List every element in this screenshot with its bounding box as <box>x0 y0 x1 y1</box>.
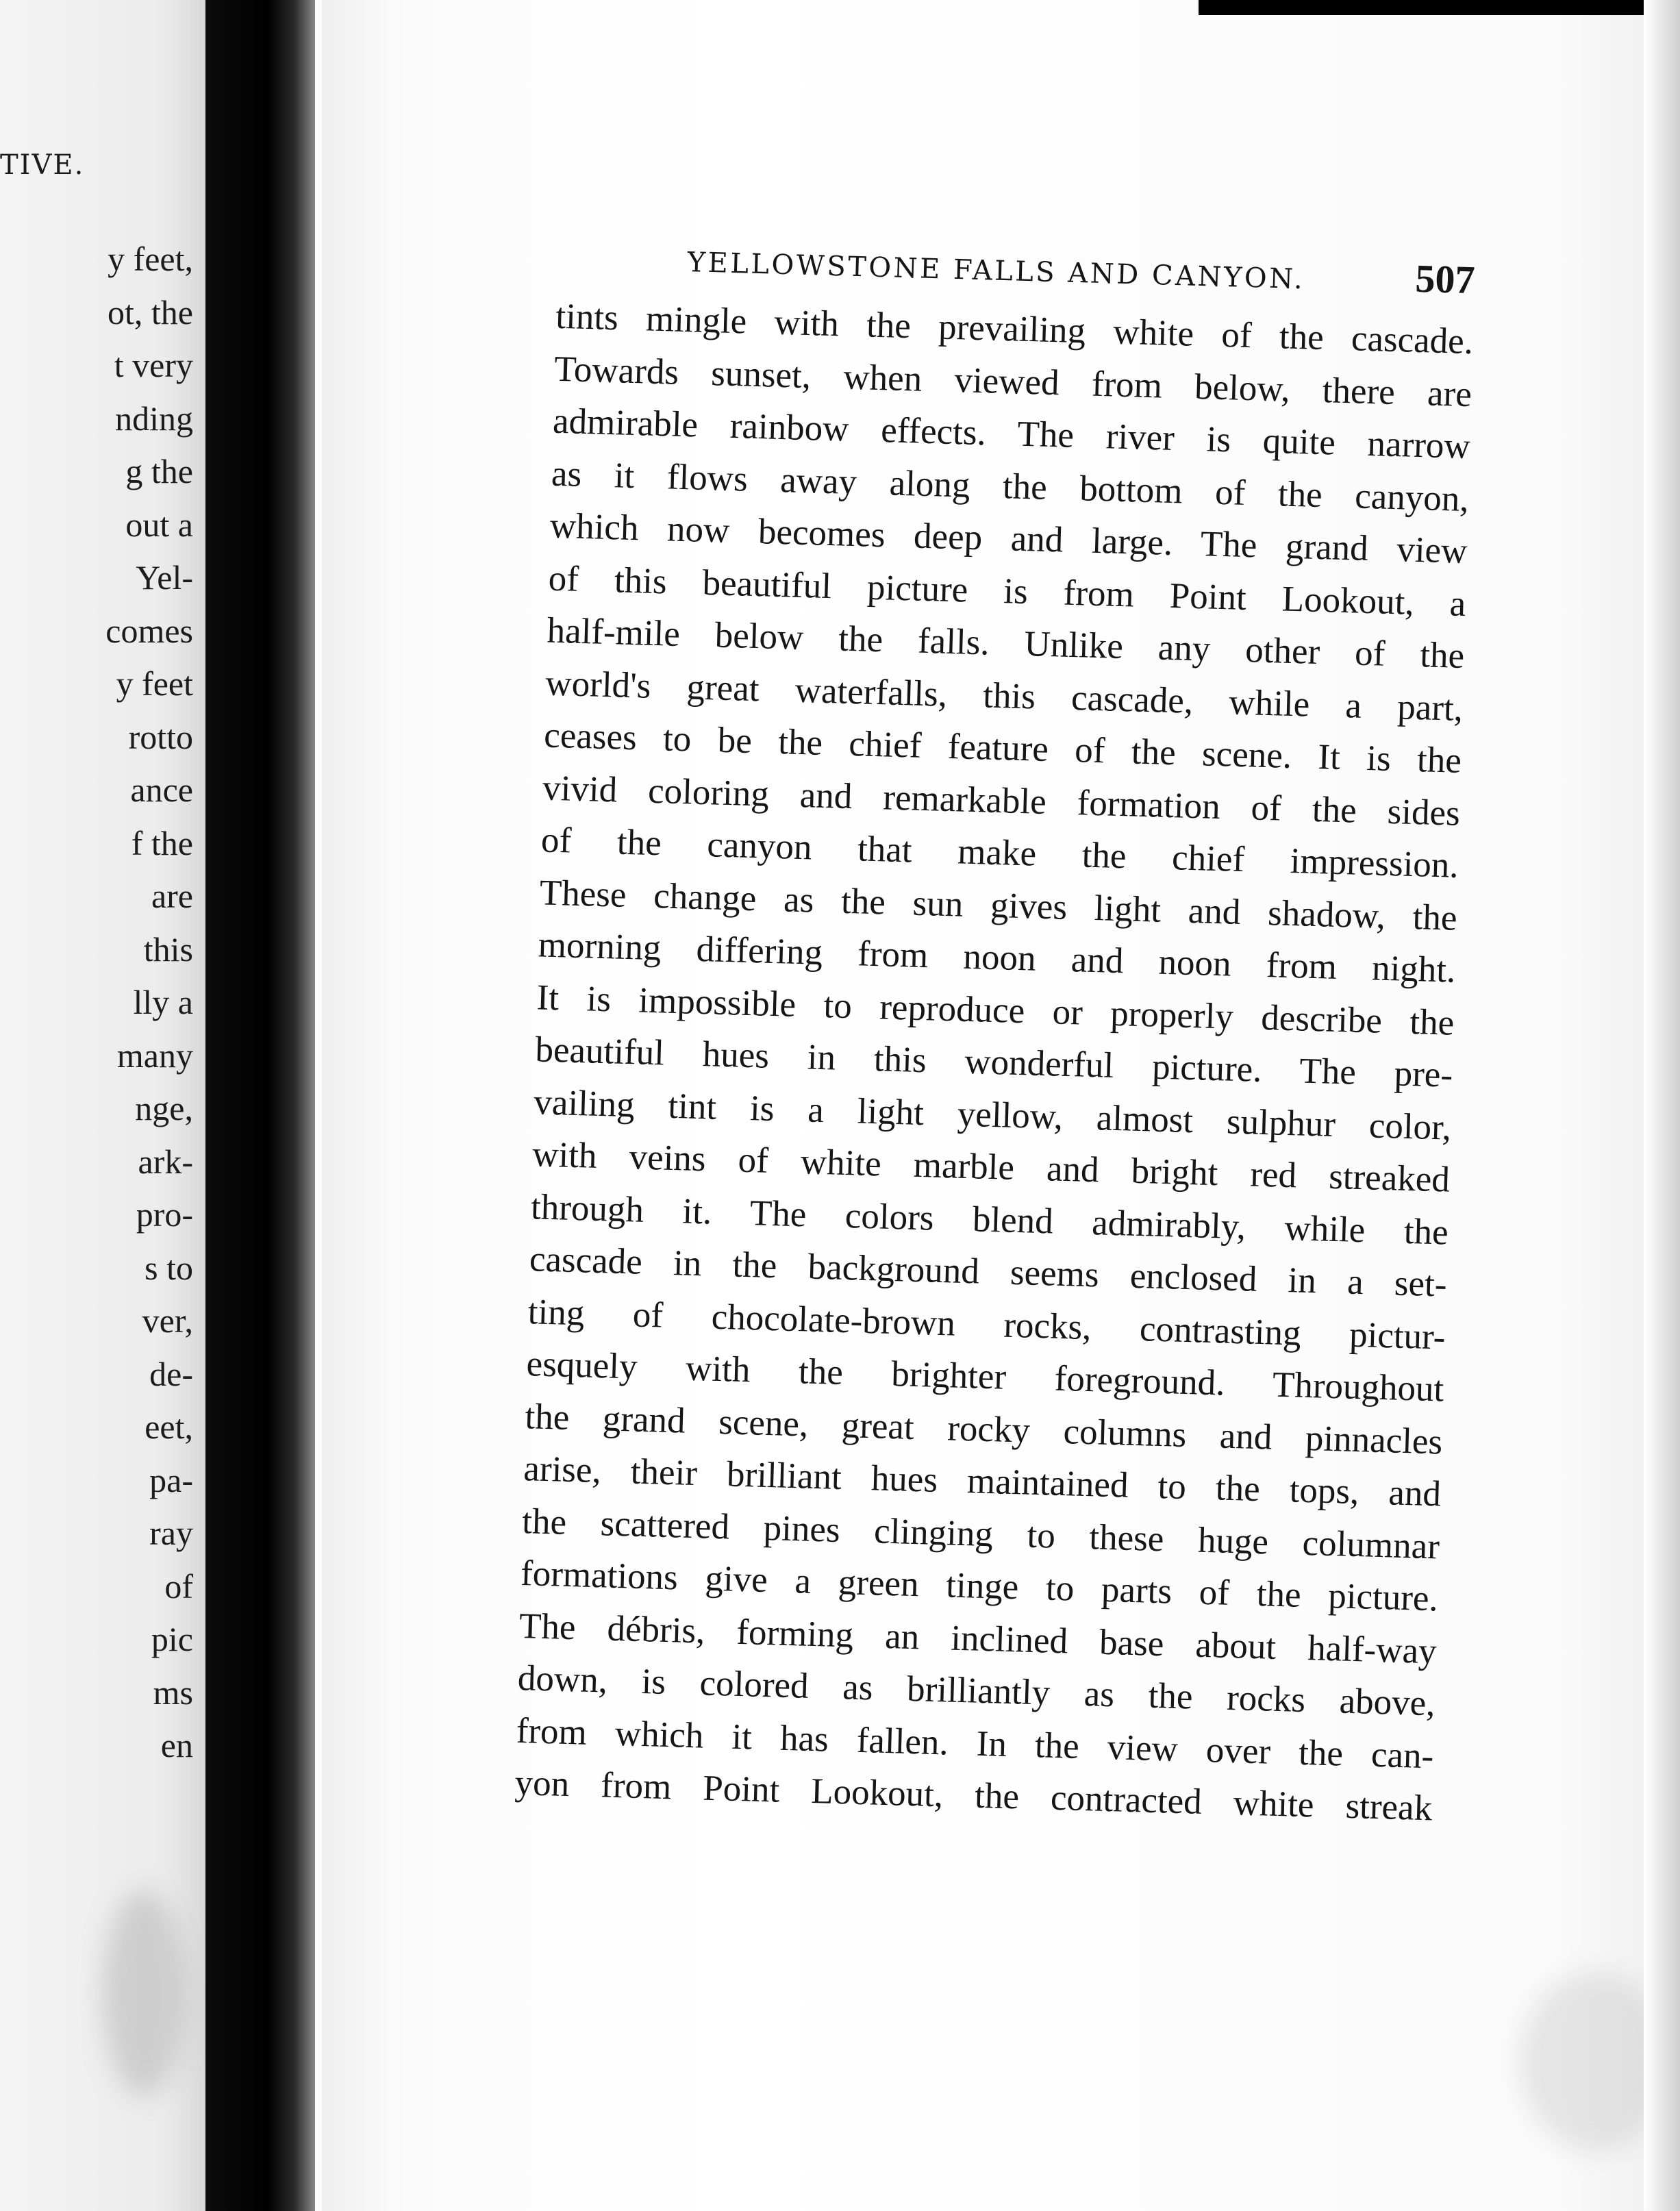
left-page-line: many <box>116 1036 193 1075</box>
text-line: ting of chocolate-brown rocks, contrasting pictur- <box>527 1291 1446 1358</box>
text-line: half-mile below the falls. Unlike any other of the <box>546 610 1465 676</box>
left-page-line: out a <box>125 505 193 544</box>
left-page-line: g the <box>125 452 193 490</box>
page-edge-shading <box>1644 0 1680 2211</box>
left-page-line: en <box>160 1726 193 1764</box>
text-line: The débris, forming an inclined base about half-way <box>518 1606 1438 1671</box>
text-line: of the canyon that make the chief impression. <box>540 820 1459 886</box>
text-line: ceases to be the chief feature of the scene. It is the <box>543 715 1462 781</box>
left-page-line: eet, <box>145 1408 193 1446</box>
left-page-line: pic <box>151 1620 193 1658</box>
text-line: Towards sunset, when viewed from below, there are <box>553 349 1472 414</box>
left-page-running-head: TIVE. <box>0 149 85 181</box>
text-line: esquely with the brighter foreground. Throughout <box>525 1344 1445 1410</box>
body-text <box>446 288 1474 1835</box>
text-line: tints mingle with the prevailing white of the cascade. <box>555 296 1474 362</box>
left-page-line: ray <box>149 1514 193 1552</box>
left-page-line: y feet, <box>108 240 193 278</box>
text-line: formations give a green tinge to parts of the picture. <box>520 1553 1439 1619</box>
text-line: morning differing from noon and noon from night. <box>538 925 1457 990</box>
left-page-line: ot, the <box>108 292 193 332</box>
book-binding-gutter <box>205 0 315 2211</box>
text-line: It is impossible to reproduce or properly describe the <box>536 977 1455 1043</box>
left-page-line: lly a <box>133 983 193 1021</box>
left-page-line: t very <box>114 346 193 384</box>
left-page-line: f the <box>131 823 193 862</box>
text-line: cascade in the background seems enclosed in a set- <box>529 1239 1448 1305</box>
left-page-line: s to <box>145 1248 193 1287</box>
left-page-line: pa- <box>149 1460 193 1499</box>
text-line: These change as the sun gives light and shadow, the <box>539 872 1458 938</box>
text-line: down, is colored as brilliantly as the rocks above, <box>517 1658 1436 1724</box>
text-line: of this beautiful picture is from Point Lookout, a <box>548 558 1467 624</box>
text-line: the scattered pines clinging to these huge columnar <box>521 1501 1440 1566</box>
left-facing-page <box>0 0 205 2211</box>
left-page-line: nding <box>115 399 193 438</box>
left-page-line: rotto <box>128 717 193 756</box>
left-page-line: of <box>164 1566 193 1606</box>
left-page-line: nge, <box>135 1089 193 1127</box>
left-page-line: this <box>143 929 193 969</box>
left-page-line: ark- <box>138 1142 193 1181</box>
scan-edge-shadow <box>1199 0 1680 15</box>
left-page-line: de- <box>149 1354 193 1393</box>
left-page-line: ms <box>153 1673 193 1712</box>
text-line: with veins of white marble and bright red streaked <box>531 1134 1451 1200</box>
text-line: world's great waterfalls, this cascade, while a part, <box>544 663 1464 729</box>
left-page-line: Yel- <box>136 558 193 597</box>
text-line: the grand scene, great rocky columns and pinnacles <box>524 1396 1443 1462</box>
left-page-line: comes <box>105 611 193 650</box>
text-line: yon from Point Lookout, the contracted white streak <box>514 1762 1433 1829</box>
text-line: arise, their brilliant hues maintained to the tops, and <box>523 1449 1442 1514</box>
left-page-line: ance <box>130 771 193 809</box>
text-line: vivid coloring and remarkable formation of the sides <box>542 767 1461 834</box>
left-page-line: y feet <box>116 664 193 703</box>
text-line: admirable rainbow effects. The river is quite narrow <box>552 401 1471 467</box>
left-page-line: ver, <box>142 1301 193 1340</box>
main-text-block <box>446 229 1476 1835</box>
left-page-line: pro- <box>136 1195 193 1234</box>
page-number: 507 <box>1414 255 1476 303</box>
text-line: which now becomes deep and large. The grand view <box>549 505 1468 572</box>
running-title: YELLOWSTONE FALLS AND CANYON. <box>687 247 1305 296</box>
text-line: vailing tint is a light yellow, almost sulphur color, <box>533 1082 1452 1148</box>
text-line: from which it has fallen. In the view over the can- <box>516 1710 1435 1776</box>
page-smudge <box>103 1890 185 2096</box>
left-page-text-column <box>105 233 193 1773</box>
left-page-line: are <box>151 877 193 915</box>
text-line: beautiful hues in this wonderful picture. The pre- <box>534 1029 1453 1095</box>
text-line: as it flows away along the bottom of the canyon, <box>551 453 1470 519</box>
text-line: through it. The colors blend admirably, while the <box>530 1186 1449 1253</box>
